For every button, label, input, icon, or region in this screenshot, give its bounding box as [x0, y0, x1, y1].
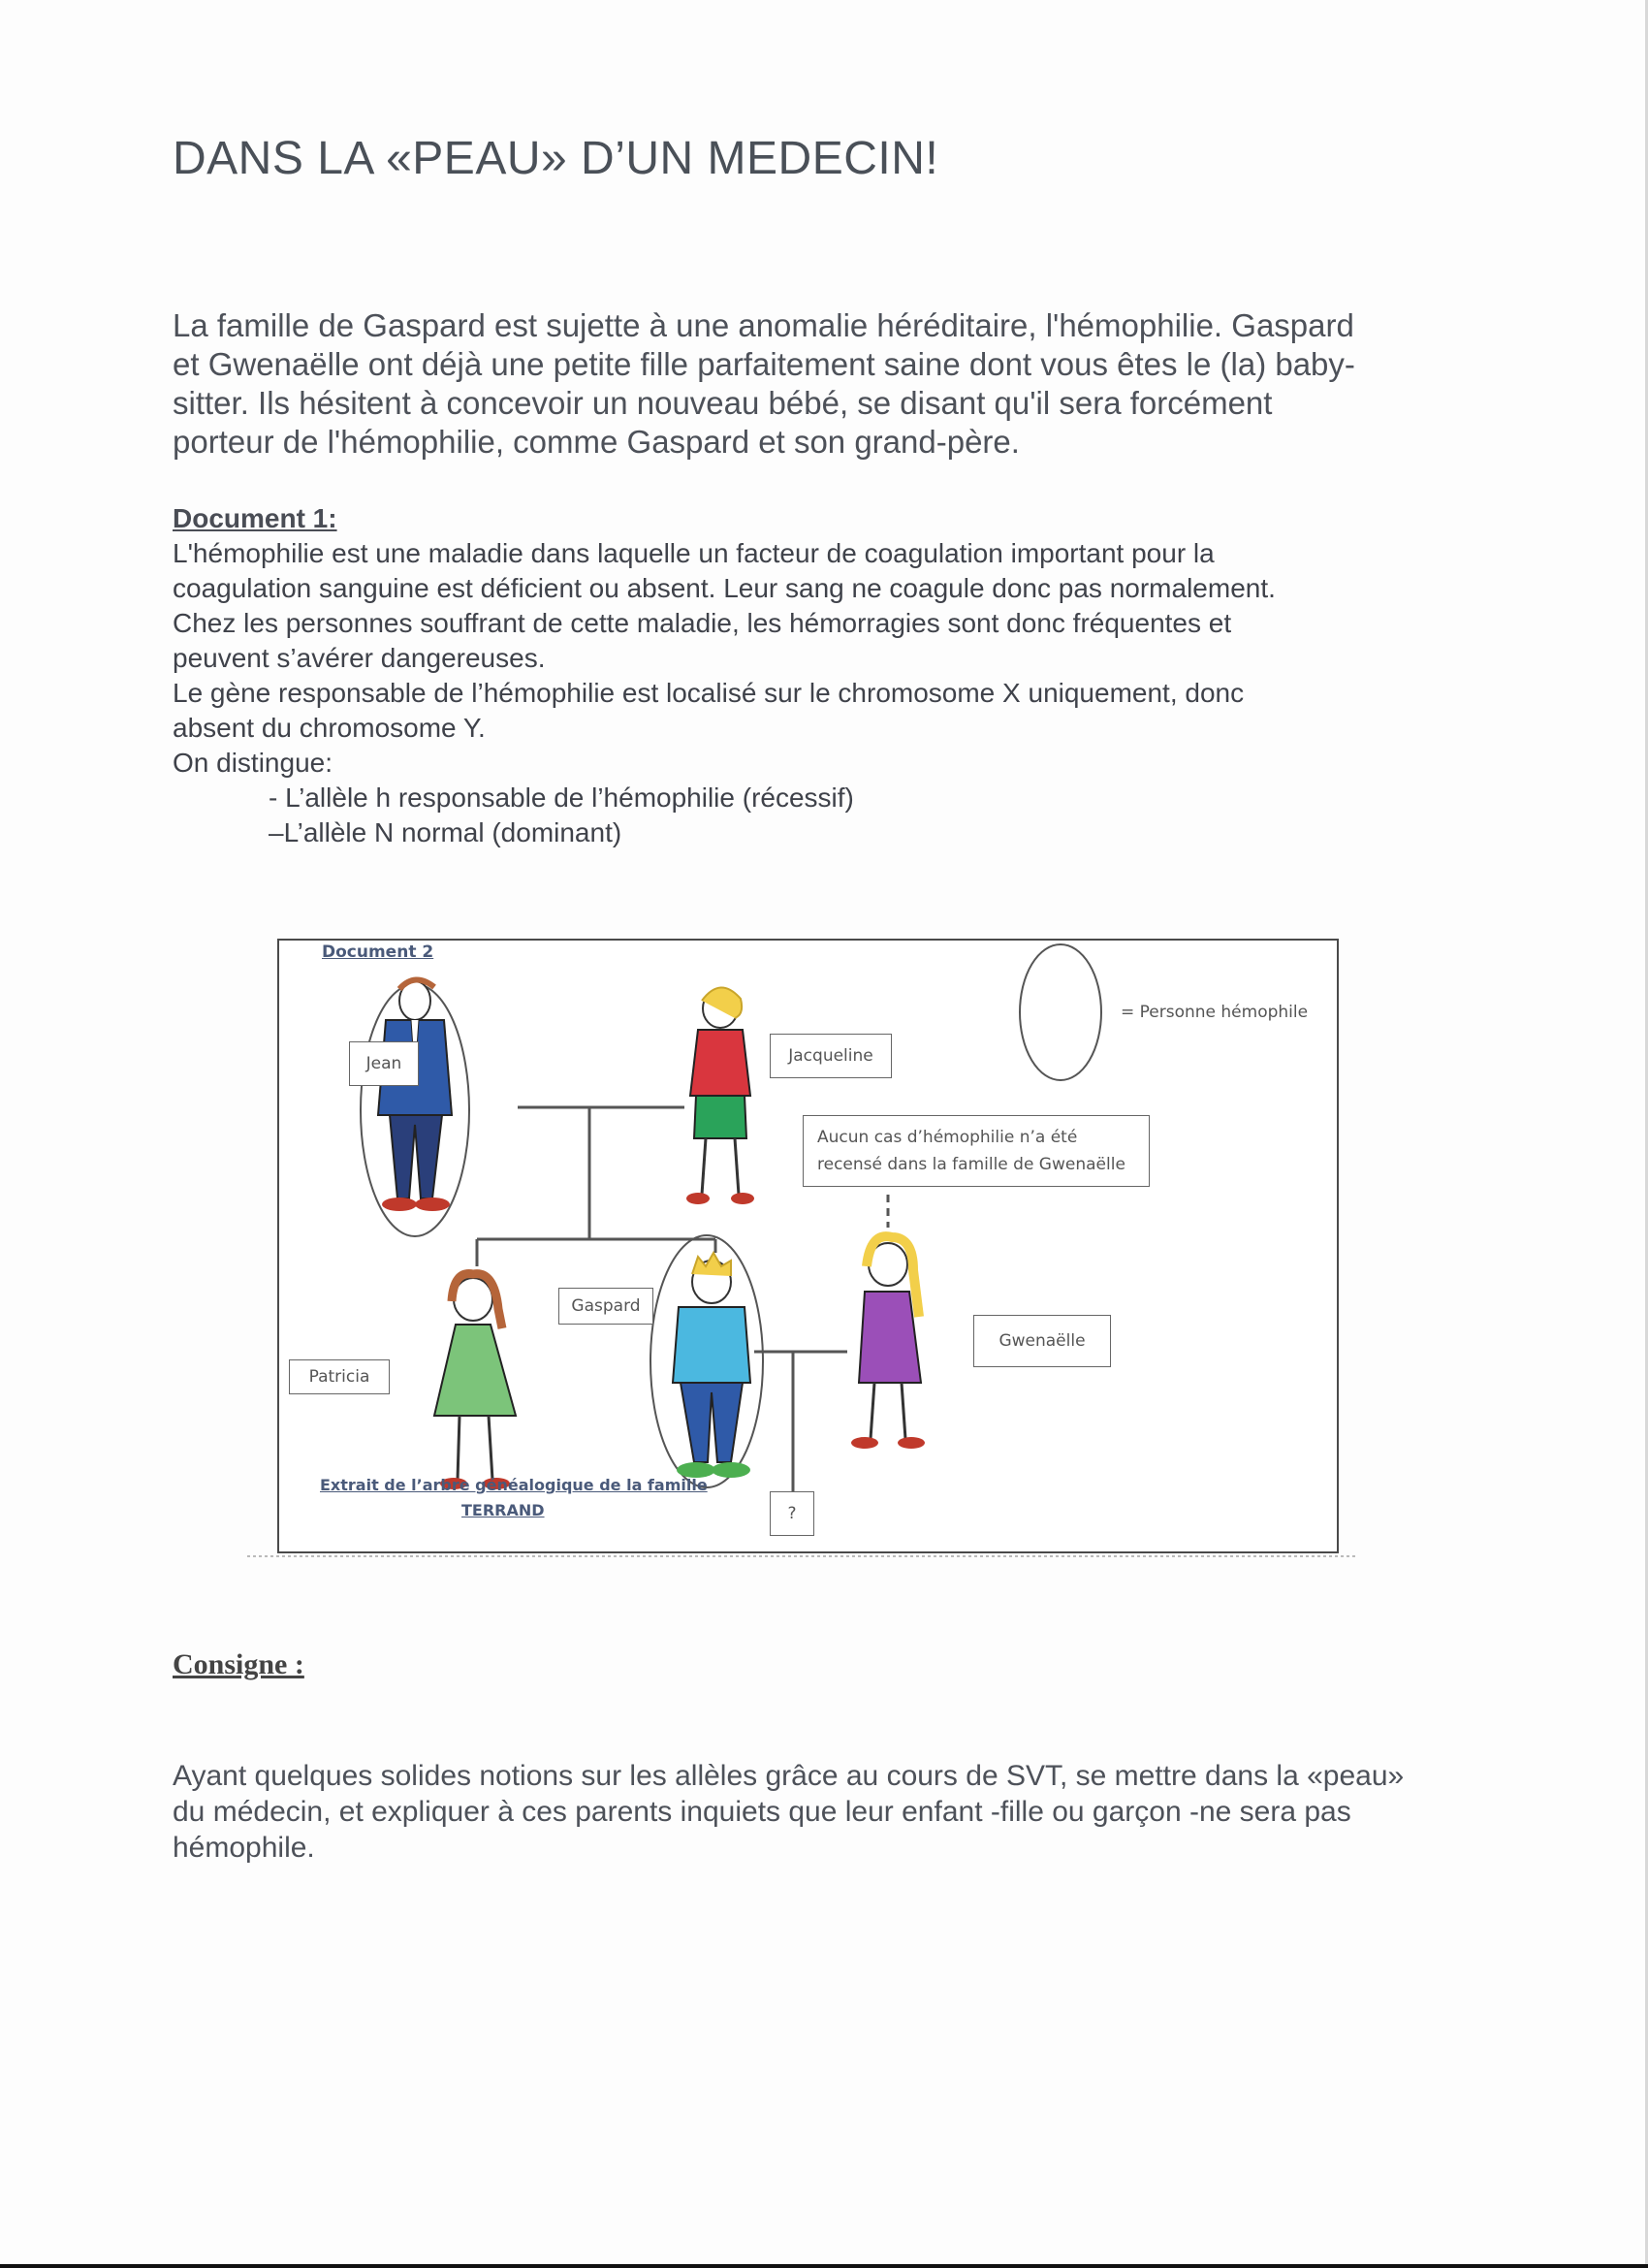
consigne-line: hémophile.: [173, 1832, 315, 1864]
allele-h-bullet: - L’allèle h responsable de l’hémophilie (récessif): [269, 783, 854, 813]
gwenaelle-figure: [851, 1236, 925, 1449]
page-title: DANS LA «PEAU» D’UN MEDECIN!: [173, 133, 939, 184]
note-line: recensé dans la famille de Gwenaëlle: [817, 1155, 1125, 1174]
figure-caption-line: Extrait de l’arbre généalogique de la famille: [320, 1476, 708, 1494]
intro-paragraph: [173, 306, 1472, 462]
consigne-line: Ayant quelques solides notions sur les allèles grâce au cours de SVT, se mettre dans la «peau»: [173, 1760, 1405, 1792]
name-box-patricia: Patricia: [289, 1359, 390, 1394]
family-tree-figure: [277, 939, 1339, 1553]
document1-line: L'hémophilie est une maladie dans laquelle un facteur de coagulation important pour la: [173, 538, 1215, 568]
document1-line: On distingue:: [173, 748, 333, 778]
figure-caption-family: TERRAND: [461, 1501, 545, 1519]
consigne-body: [173, 1758, 1491, 1866]
name-box-gaspard: Gaspard: [558, 1288, 653, 1325]
allele-n-bullet: –L’allèle N normal (dominant): [269, 817, 622, 847]
legend-label: = Personne hémophile: [1121, 1003, 1309, 1022]
intro-line: sitter. Ils hésitent à concevoir un nouveau bébé, se disant qu'il sera forcément: [173, 385, 1273, 421]
figure-bottom-dotted-line: [247, 1555, 1358, 1557]
unknown-child-box: ?: [770, 1491, 814, 1536]
document1-line: absent du chromosome Y.: [173, 713, 486, 743]
page-bottom-edge: [0, 2264, 1648, 2268]
jean-figure: [378, 979, 452, 1211]
name-box-jacqueline: Jacqueline: [770, 1034, 892, 1078]
note-line: Aucun cas d’hémophilie n’a été: [817, 1128, 1078, 1147]
legend-oval: [1020, 944, 1101, 1080]
intro-line: porteur de l'hémophilie, comme Gaspard et son grand-père.: [173, 424, 1020, 460]
jacqueline-figure: [686, 987, 754, 1204]
name-box-jean: Jean: [349, 1041, 419, 1086]
document1-line: coagulation sanguine est déficient ou absent. Leur sang ne coagule donc pas normalement.: [173, 573, 1276, 603]
note-box: [803, 1115, 1150, 1187]
document1-title: Document 1:: [173, 503, 337, 533]
document1-line: peuvent s’avérer dangereuses.: [173, 643, 546, 673]
consigne-line: du médecin, et expliquer à ces parents inquiets que leur enfant -fille ou garçon -ne sera pas: [173, 1796, 1351, 1828]
intro-line: et Gwenaëlle ont déjà une petite fille parfaitement saine dont vous êtes le (la) baby-: [173, 346, 1355, 382]
document1-line: Le gène responsable de l’hémophilie est localisé sur le chromosome X uniquement, donc: [173, 678, 1245, 708]
document1-body: [173, 536, 1472, 850]
gaspard-figure: [673, 1253, 750, 1478]
document2-title: Document 2: [322, 942, 434, 962]
patricia-figure: [434, 1274, 516, 1489]
name-box-gwenaelle: Gwenaëlle: [973, 1315, 1111, 1367]
family-tree-drawing: [279, 941, 1337, 1551]
intro-line: La famille de Gaspard est sujette à une anomalie héréditaire, l'hémophilie. Gaspard: [173, 307, 1354, 343]
document1-line: Chez les personnes souffrant de cette maladie, les hémorragies sont donc fréquentes et: [173, 608, 1232, 638]
consigne-title: Consigne :: [173, 1648, 304, 1680]
